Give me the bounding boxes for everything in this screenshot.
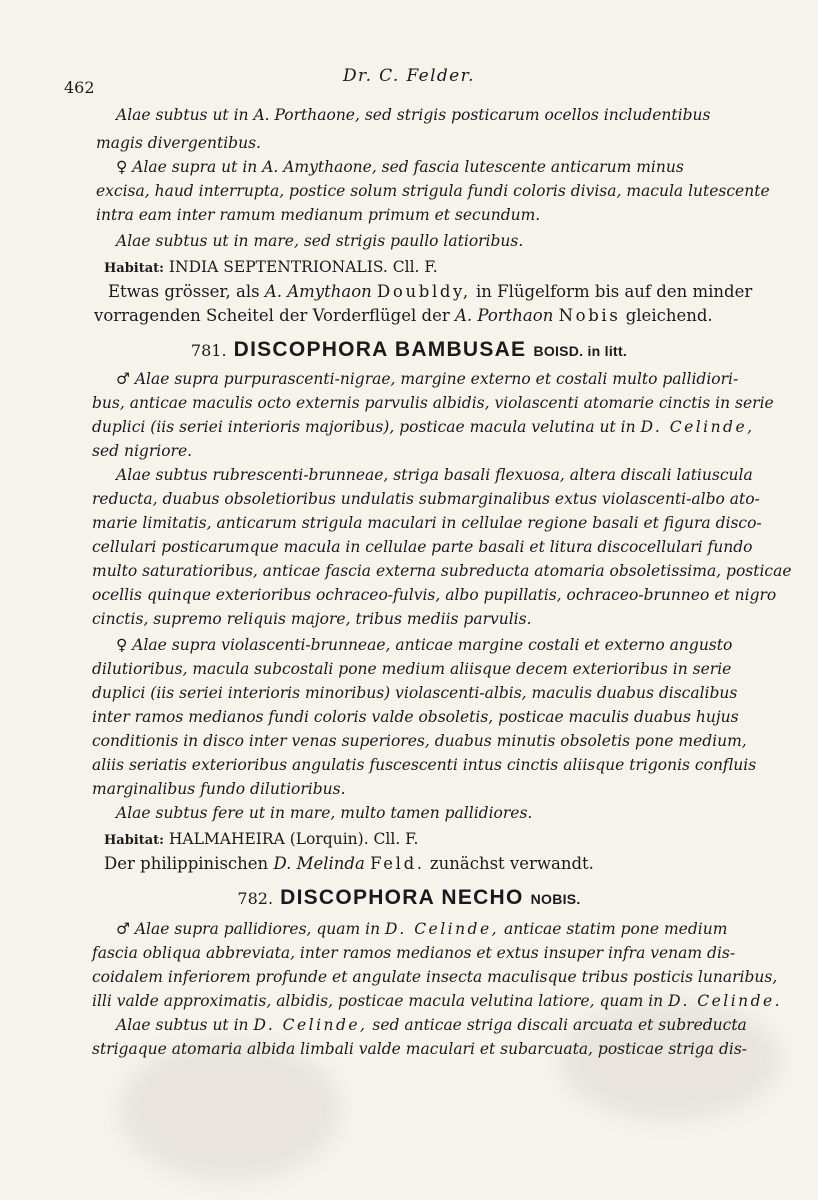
text-line: strigaque atomaria albida limbali valde maculari et subarcuata, posticae striga dis- (92, 1040, 748, 1058)
text-line: intra eam inter ramum medianum primum et secundum. (96, 206, 541, 224)
text-line: cellulari posticarumque macula in cellulae parte basali et litura discocellulari fundo (92, 538, 753, 556)
taxon-name: A. Porthaon (455, 306, 554, 325)
species-number: 782. (237, 889, 274, 908)
species-name: DISCOPHORA NECHO (280, 886, 524, 909)
text-span: anticae statim pone medium (503, 920, 728, 938)
author-name: Nobis (558, 306, 621, 325)
species-name: DISCOPHORA BAMBUSAE (233, 338, 527, 361)
text-line: duplici (iis seriei interioris minoribus) violascenti-albis, maculis duabus discalibus (92, 684, 738, 702)
text-line: reducta, duabus obsoletioribus undulatis submarginalibus extus violascenti-albo ato- (92, 490, 760, 508)
author-name: Feld. (370, 854, 425, 873)
text-line: bus, anticae maculis octo externis parvulis albidis, violascenti atomarie cinctis in serie (92, 394, 774, 412)
taxon-name: D. Celinde, (640, 418, 755, 436)
text-span: sed anticae striga discali arcuata et subreducta (372, 1016, 747, 1034)
text-line: coidalem inferiorem profunde et angulate insecta maculisque tribus posticis lunaribus, (92, 968, 778, 986)
text-span: ♂ Alae supra pallidiores, quam in (116, 920, 381, 938)
text-line (0, 992, 818, 1010)
species-author: BOISD. in litt. (533, 343, 628, 359)
text-line: fascia obliqua abbreviata, inter ramos medianos et extus insuper infra venam dis- (92, 944, 736, 962)
habitat-line (0, 258, 818, 276)
species-number: 781. (190, 341, 227, 360)
text-line: ♀ Alae supra ut in A. Amythaone, sed fascia lutescente anticarum minus (116, 158, 684, 176)
taxon-name: D. Celinde. (668, 992, 783, 1010)
taxon-name: D. Melinda (273, 854, 365, 873)
species-heading-781 (0, 338, 818, 362)
text-line: Alae subtus ut in A. Porthaone, sed strigis posticarum ocellos includentibus (116, 106, 711, 124)
text-line: Alae subtus fere ut in mare, multo tamen pallidiores. (116, 804, 533, 822)
paper-stain (120, 1040, 340, 1180)
text-line: cinctis, supremo reliquis majore, tribus mediis parvulis. (92, 610, 532, 628)
species-heading-782 (0, 886, 818, 910)
text-line: dilutioribus, macula subcostali pone medium aliisque decem exterioribus in serie (92, 660, 732, 678)
text-line: ♂ Alae supra purpurascenti-nigrae, margine externo et costali multo pallidiori- (116, 370, 739, 388)
page-number: 462 (64, 78, 95, 97)
text-span: Alae subtus ut in (116, 1016, 249, 1034)
text-line (0, 282, 818, 301)
text-line: excisa, haud interrupta, postice solum strigula fundi coloris divisa, macula lutescente (96, 182, 770, 200)
text-line: inter ramos medianos fundi coloris valde obsoletis, posticae maculis duabus hujus (92, 708, 739, 726)
text-line: ocellis quinque exterioribus ochraceo-fulvis, albo pupillatis, ochraceo-brunneo et nigro (92, 586, 777, 604)
taxon-name: D. Celinde, (385, 920, 500, 938)
text-line: multo saturatioribus, anticae fascia externa subreducta atomaria obsoletissima, posticae (92, 562, 792, 580)
habitat-line (0, 830, 818, 848)
running-head: Dr. C. Felder. (343, 66, 475, 86)
text-span: zunächst verwandt. (429, 854, 594, 873)
text-line: marie limitatis, anticarum strigula maculari in cellulae regione basali et figura disco- (92, 514, 762, 532)
habitat-text: INDIA SEPTENTRIONALIS. Cll. F. (168, 258, 438, 276)
species-author: NOBIS. (530, 891, 581, 907)
text-line: magis divergentibus. (96, 134, 261, 152)
text-span: gleichend. (625, 306, 713, 325)
text-span: Der philippinischen (104, 854, 269, 873)
text-line (0, 306, 818, 325)
text-line: Alae subtus ut in mare, sed strigis paullo latioribus. (116, 232, 524, 250)
text-span: vorragenden Scheitel der Vorderflügel der (94, 306, 450, 325)
text-span: duplici (iis seriei interioris majoribus), posticae macula velutina ut in (92, 418, 636, 436)
text-line (0, 418, 818, 436)
text-span: illi valde approximatis, albidis, posticae macula velutina latiore, quam in (92, 992, 664, 1010)
text-line: Alae subtus rubrescenti-brunneae, striga basali flexuosa, altera discali latiuscula (116, 466, 753, 484)
habitat-label: Habitat: (104, 261, 164, 276)
text-line: sed nigriore. (92, 442, 193, 460)
text-line: conditionis in disco inter venas superiores, duabus minutis obsoletis pone medium, (92, 732, 747, 750)
text-span: Etwas grösser, als (108, 282, 260, 301)
text-line (0, 1016, 818, 1034)
taxon-name: D. Celinde, (253, 1016, 368, 1034)
text-line: marginalibus fundo dilutioribus. (92, 780, 346, 798)
habitat-label: Habitat: (104, 833, 164, 848)
text-line (0, 854, 818, 873)
habitat-text: HALMAHEIRA (Lorquin). Cll. F. (168, 830, 419, 848)
text-line: ♀ Alae supra violascenti-brunneae, anticae margine costali et externo angusto (116, 636, 733, 654)
taxon-name: A. Amythaon (264, 282, 372, 301)
text-line (0, 920, 818, 938)
author-name: Doubldy, (377, 282, 471, 301)
text-line: aliis seriatis exterioribus angulatis fuscescenti intus cinctis aliisque trigonis confluis (92, 756, 757, 774)
text-span: in Flügelform bis auf den minder (475, 282, 753, 301)
